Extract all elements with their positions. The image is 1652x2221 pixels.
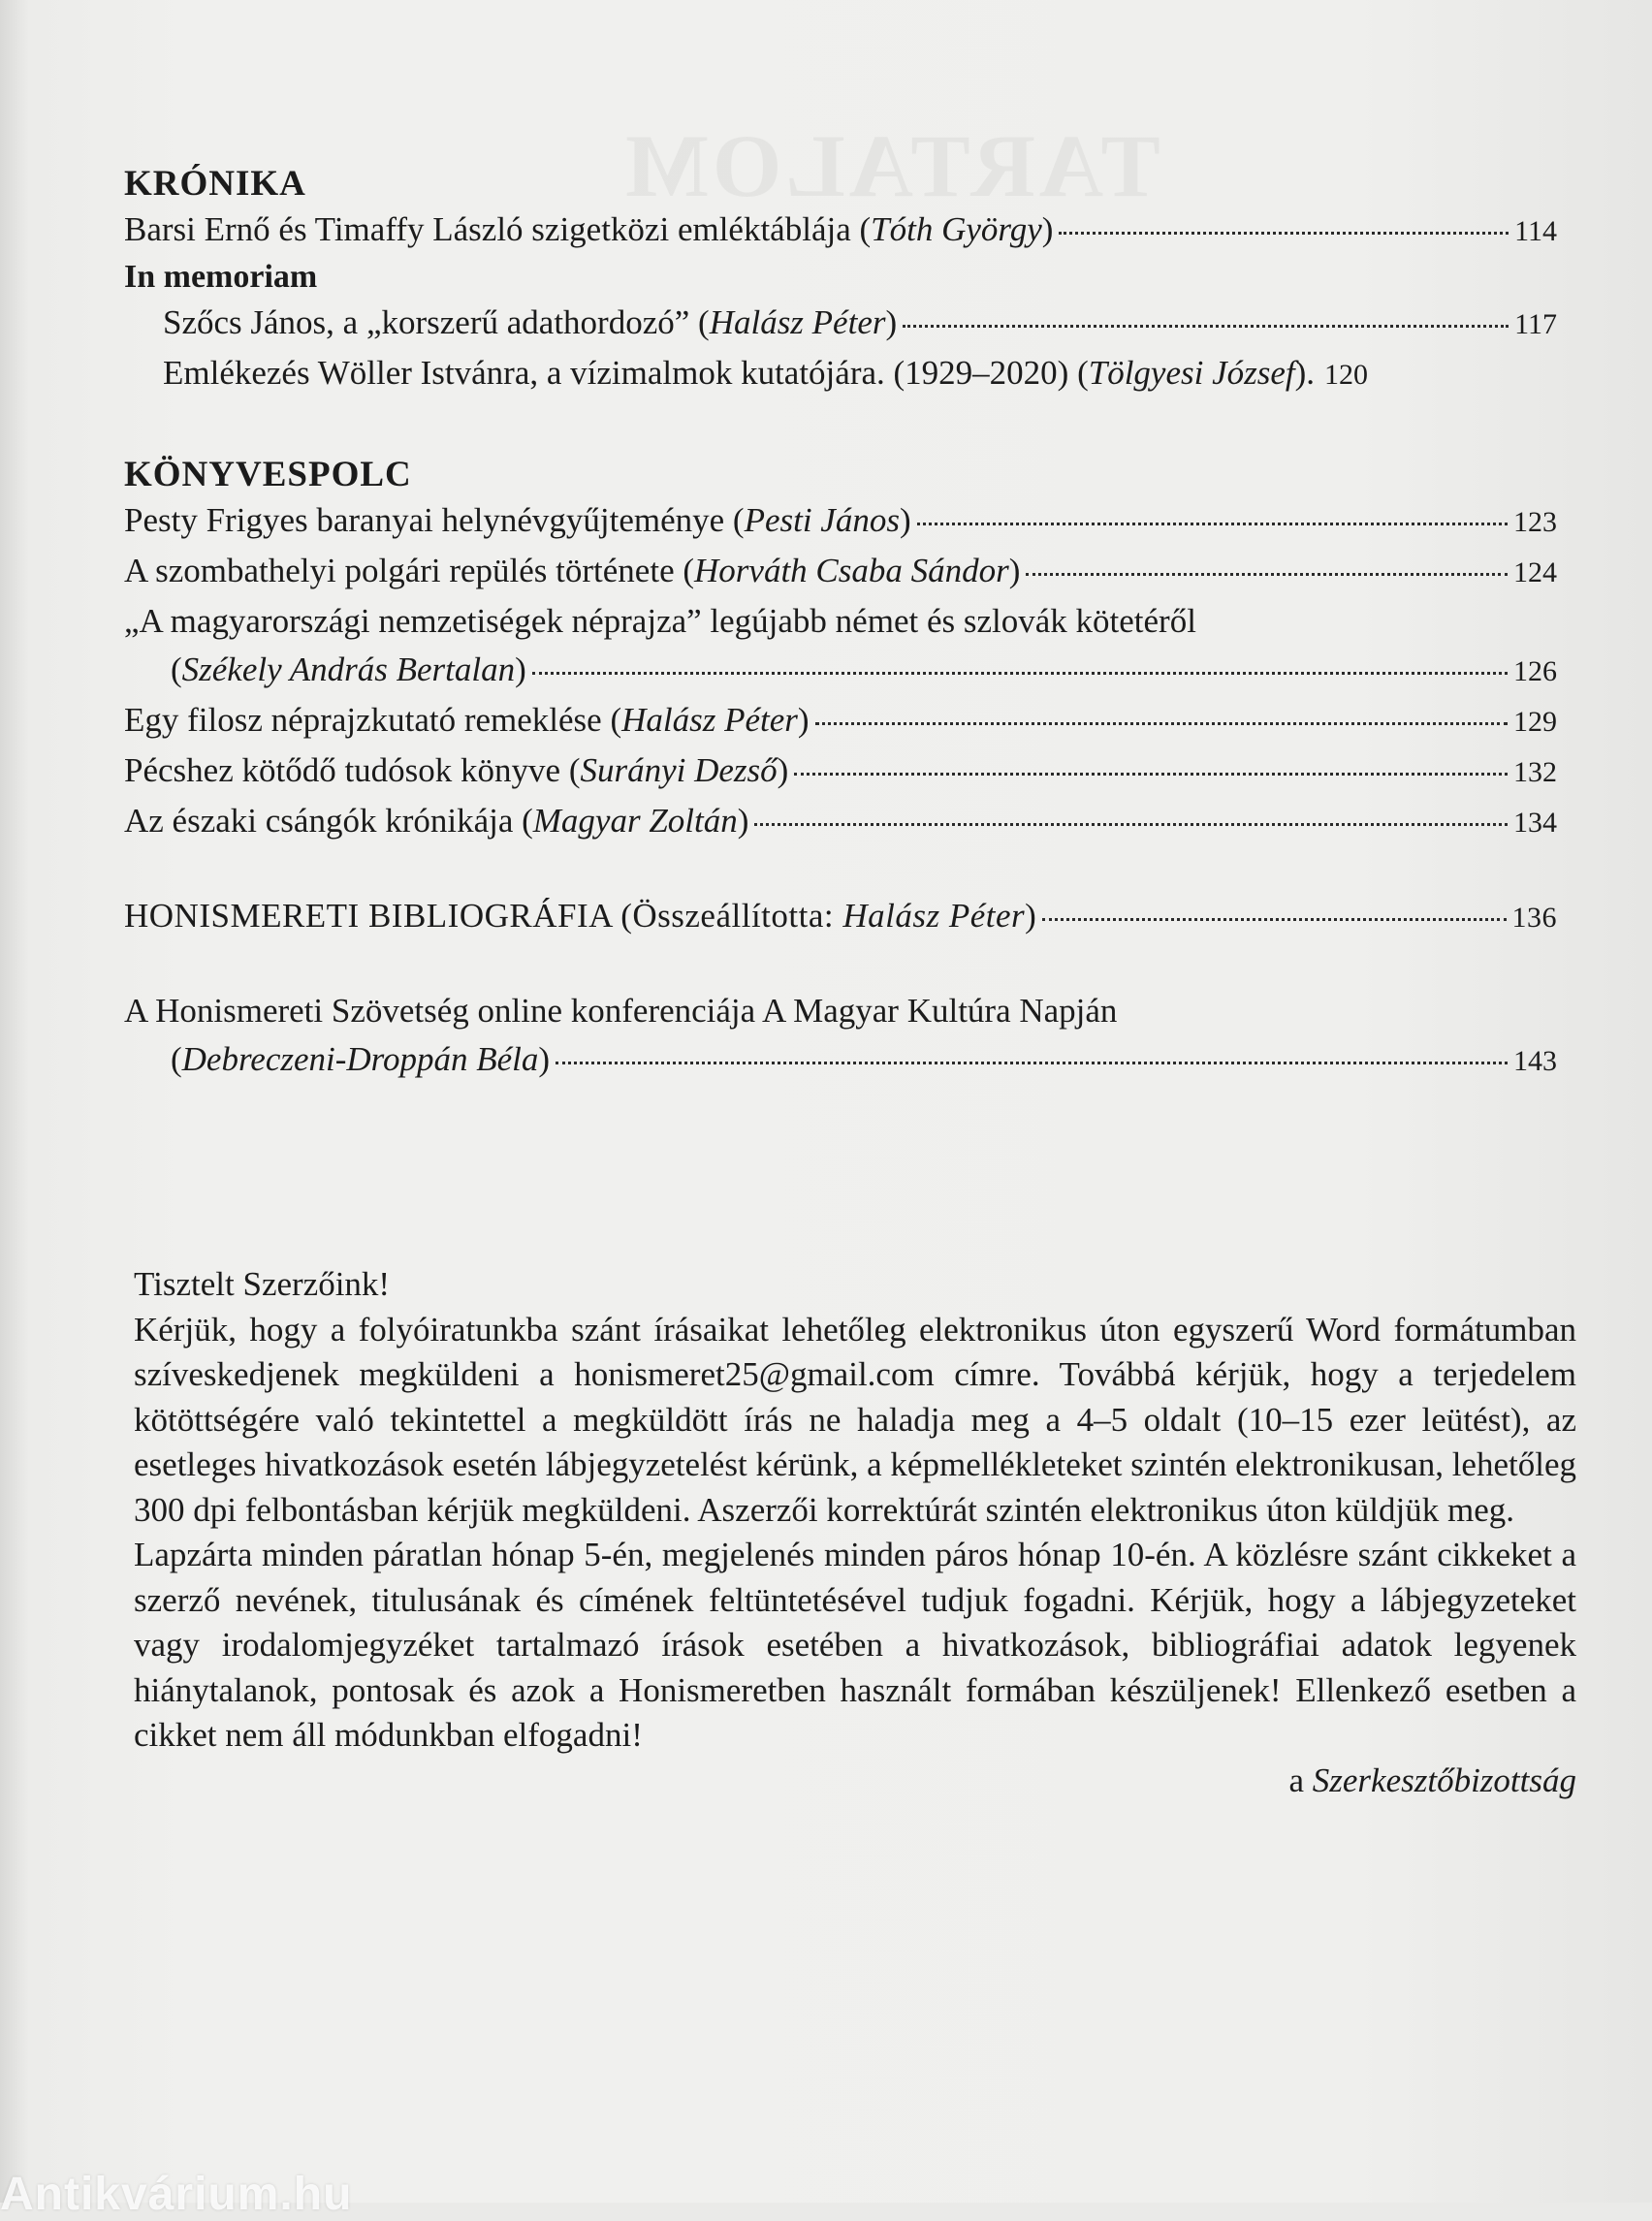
dot-leader bbox=[754, 823, 1508, 826]
author: Pesti János bbox=[744, 501, 900, 539]
table-of-contents bbox=[124, 163, 1557, 1086]
notice-paragraph: Kérjük, hogy a folyóiratunkba szánt írásaikat lehetőleg elektronikus úton egyszerű Word formátumban szíveskedjenek megküldeni a honismeret25@gmail.com címre. Továbbá kérjük, hogy a terjedelem kötöttségére való tekintettel a megküldött írás ne haladja meg a 4–5 oldalt (10–15 ezer leütést), az esetleges hivatkozások esetén lábjegyzetelést kérünk, a képmellékleteket szintén elektronikusan, lehetőleg 300 dpi felbontásban kérjük megküldeni. Aszerzői korrektúrát szintén elektronikus úton küldjük meg. bbox=[134, 1310, 1576, 1529]
toc-entry: (Székely András Bertalan) 126 bbox=[124, 646, 1557, 696]
author: Székely András Bertalan bbox=[181, 650, 516, 688]
toc-entry: Pécshez kötődő tudósok könyve (Surányi Dezső) 132 bbox=[124, 746, 1557, 797]
page-number: 117 bbox=[1514, 308, 1557, 340]
toc-entry: Emlékezés Wöller Istvánra, a vízimalmok kutatójára. (1929–2020) (Tölgyesi József). 120 bbox=[124, 349, 1557, 399]
dot-leader bbox=[917, 523, 1508, 525]
toc-entry-title: A Honismereti Szövetség online konferenciája A Magyar Kultúra Napján bbox=[124, 992, 1118, 1030]
toc-entry-title: „A magyarországi nemzetiségek néprajza” legújabb német és szlovák kötetéről bbox=[124, 602, 1196, 640]
author: Halász Péter bbox=[621, 701, 798, 739]
page-number: 132 bbox=[1513, 756, 1557, 788]
page-number: 124 bbox=[1513, 556, 1557, 588]
dot-leader bbox=[1042, 918, 1506, 921]
page-number: 136 bbox=[1511, 902, 1557, 934]
author: Horváth Csaba Sándor bbox=[694, 552, 1009, 589]
notice-paragraph: Lapzárta minden páratlan hónap 5-én, megjelenés minden páros hónap 10-én. A közlésre szánt cikkeket a szerző nevének, titulusának és címének feltüntetésével tudjuk fogadni. Kérjük, hogy a lábjegyzeteket vagy irodalomjegyzéket tartalmazó írások esetében a hivatkozások, bibliográfiai adatok legyenek hiánytalanok, pontosak és azok a Honismeretben használt formában készüljenek! Ellenkező esetben a cikket nem áll módunkban elfogadni! bbox=[134, 1536, 1576, 1754]
toc-entry: Szőcs János, a „korszerű adathordozó” (Halász Péter) 117 bbox=[124, 299, 1557, 349]
dot-leader bbox=[815, 722, 1508, 725]
subsection-heading-in-memoriam: In memoriam bbox=[124, 259, 318, 295]
watermark: Antikvárium.hu bbox=[0, 2169, 353, 2220]
toc-entry: A szombathelyi polgári repülés története (Horváth Csaba Sándor) 124 bbox=[124, 547, 1557, 597]
notice-greeting: Tisztelt Szerzőink! bbox=[134, 1265, 391, 1303]
page-number: 134 bbox=[1513, 807, 1557, 839]
author: Halász Péter bbox=[842, 897, 1026, 935]
page-number: 129 bbox=[1513, 706, 1557, 738]
page-number: 123 bbox=[1513, 506, 1557, 538]
page-number: 143 bbox=[1513, 1045, 1557, 1077]
authors-notice bbox=[134, 1262, 1576, 1803]
toc-entry-bibliography: HONISMERETI BIBLIOGRÁFIA (Összeállította: Halász Péter) 136 bbox=[124, 892, 1557, 942]
toc-entry: Az északi csángók krónikája (Magyar Zoltán) 134 bbox=[124, 797, 1557, 847]
toc-entry: Egy filosz néprajzkutató remeklése (Halász Péter) 129 bbox=[124, 696, 1557, 746]
dot-leader bbox=[532, 672, 1508, 675]
section-heading-kronika: KRÓNIKA bbox=[124, 164, 306, 204]
dot-leader bbox=[1026, 573, 1508, 576]
dot-leader bbox=[556, 1062, 1508, 1064]
toc-entry: (Debreczeni-Droppán Béla) 143 bbox=[124, 1035, 1557, 1086]
page-number: 114 bbox=[1514, 215, 1557, 247]
page-number: 126 bbox=[1513, 655, 1557, 687]
section-heading-konyvespolc: KÖNYVESPOLC bbox=[124, 455, 412, 494]
dot-leader bbox=[794, 773, 1508, 776]
page-number: 120 bbox=[1324, 359, 1369, 391]
toc-entry: Barsi Ernő és Timaffy László szigetközi emléktáblája (Tóth György) 114 bbox=[124, 206, 1557, 256]
dot-leader bbox=[903, 325, 1509, 328]
toc-entry: Pesty Frigyes baranyai helynévgyűjteménye (Pesti János) 123 bbox=[124, 496, 1557, 547]
author: Surányi Dezső bbox=[580, 751, 778, 789]
author: Tóth György bbox=[871, 210, 1042, 248]
author: Halász Péter bbox=[709, 303, 886, 341]
author: Magyar Zoltán bbox=[532, 802, 738, 840]
notice-signature: a Szerkesztőbizottság bbox=[1288, 1761, 1576, 1799]
dot-leader bbox=[1059, 232, 1509, 235]
author: Tölgyesi József bbox=[1088, 354, 1295, 392]
author: Debreczeni-Droppán Béla bbox=[181, 1040, 539, 1078]
